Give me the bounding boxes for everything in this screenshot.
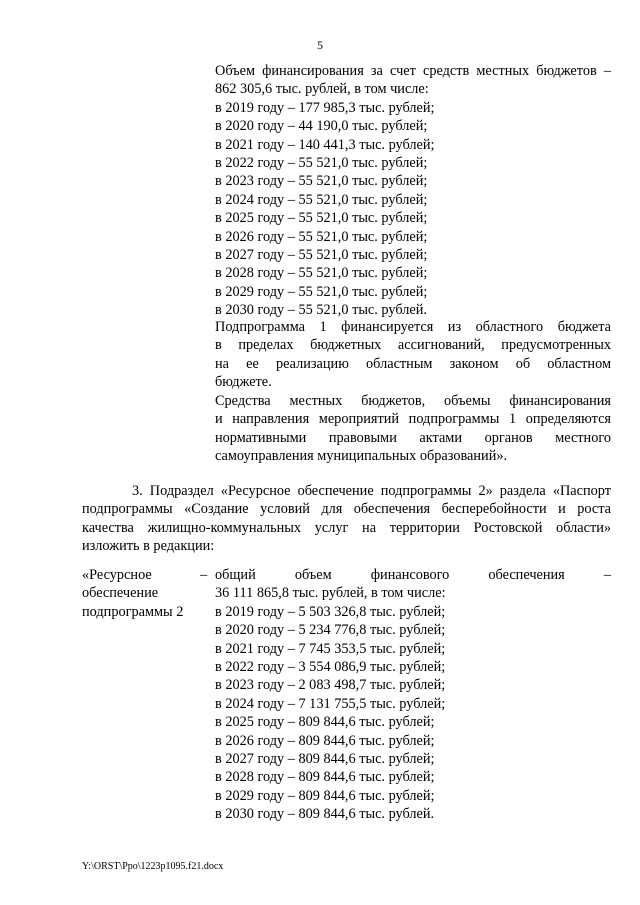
text-line: в 2028 году – 55 521,0 тыс. рублей;	[215, 265, 428, 282]
subprogram2-funding-block	[215, 566, 611, 824]
resource-support-label	[82, 566, 197, 621]
text-line: в 2023 году – 2 083 498,7 тыс. рублей;	[215, 677, 446, 694]
text-line: в 2022 году – 55 521,0 тыс. рублей;	[215, 155, 428, 172]
text-line: Подпрограмма 1 финансируется из областного бюджета	[215, 319, 611, 335]
page-number: 5	[317, 38, 323, 52]
text-line: в 2023 году – 55 521,0 тыс. рублей;	[215, 173, 428, 190]
text-line: в 2026 году – 55 521,0 тыс. рублей;	[215, 228, 428, 245]
text-line: 862 305,6 тыс. рублей, в том числе:	[215, 81, 429, 98]
text-line: бюджете.	[215, 374, 272, 391]
text-line: 3. Подраздел «Ресурсное обеспечение подпрограммы 2» раздела «Паспорт	[132, 483, 611, 499]
label-line: обеспечение	[82, 585, 159, 602]
text-line: и направления мероприятий подпрограммы 1 определяются	[215, 411, 611, 428]
text-line: в 2024 году – 55 521,0 тыс. рублей;	[215, 191, 428, 208]
label-dash: –	[200, 567, 208, 583]
text-line: в 2027 году – 55 521,0 тыс. рублей;	[215, 247, 428, 264]
text-line: самоуправления муниципальных образований».	[215, 448, 508, 465]
label-line: подпрограммы 2	[82, 603, 184, 620]
text-line: в 2024 году – 7 131 755,5 тыс. рублей;	[215, 695, 446, 712]
text-line: в 2025 году – 55 521,0 тыс. рублей;	[215, 210, 428, 227]
paragraph-3	[82, 482, 611, 556]
text-line: в 2026 году – 809 844,6 тыс. рублей;	[215, 732, 435, 749]
text-line: в 2019 году – 177 985,3 тыс. рублей;	[215, 99, 435, 116]
text-line: в 2027 году – 809 844,6 тыс. рублей;	[215, 751, 435, 768]
text-line: в 2029 году – 55 521,0 тыс. рублей;	[215, 283, 428, 300]
text-line: качества жилищно-коммунальных услуг на территории Ростовской области»	[82, 519, 611, 536]
text-line: Средства местных бюджетов, объемы финансирования	[215, 393, 611, 409]
text-line: в 2021 году – 140 441,3 тыс. рублей;	[215, 136, 435, 153]
text-line: подпрограммы «Создание условий для обеспечения бесперебойности и роста	[82, 501, 611, 518]
file-path-footer: Y:\ORST\Ppo\1223p1095.f21.docx	[82, 861, 224, 872]
text-line: в 2028 году – 809 844,6 тыс. рублей;	[215, 769, 435, 786]
text-line: на ее реализацию областным законом об областном	[215, 355, 611, 372]
text-line: в 2021 году – 7 745 353,5 тыс. рублей;	[215, 640, 446, 657]
text-line: Объем финансирования за счет средств местных бюджетов –	[215, 63, 611, 79]
text-line: общий объем финансового обеспечения –	[215, 567, 611, 583]
subprogram1-funding-note	[215, 318, 611, 392]
label-line: «Ресурсное	[82, 567, 152, 583]
text-line: в 2030 году – 809 844,6 тыс. рублей.	[215, 806, 435, 823]
text-line: изложить в редакции:	[82, 538, 215, 555]
text-line: в пределах бюджетных ассигнований, предусмотренных	[215, 337, 611, 354]
text-line: в 2019 году – 5 503 326,8 тыс. рублей;	[215, 603, 446, 620]
local-budget-funding-block	[215, 62, 611, 320]
text-line: в 2022 году – 3 554 086,9 тыс. рублей;	[215, 659, 446, 676]
text-line: в 2029 году – 809 844,6 тыс. рублей;	[215, 787, 435, 804]
text-line: нормативными правовыми актами органов местного	[215, 429, 611, 446]
local-budget-acts-note	[215, 392, 611, 466]
text-line: 36 111 865,8 тыс. рублей, в том числе:	[215, 585, 446, 602]
text-line: в 2020 году – 44 190,0 тыс. рублей;	[215, 118, 428, 135]
text-line: в 2030 году – 55 521,0 тыс. рублей.	[215, 302, 427, 319]
text-line: в 2025 году – 809 844,6 тыс. рублей;	[215, 714, 435, 731]
text-line: в 2020 году – 5 234 776,8 тыс. рублей;	[215, 622, 446, 639]
